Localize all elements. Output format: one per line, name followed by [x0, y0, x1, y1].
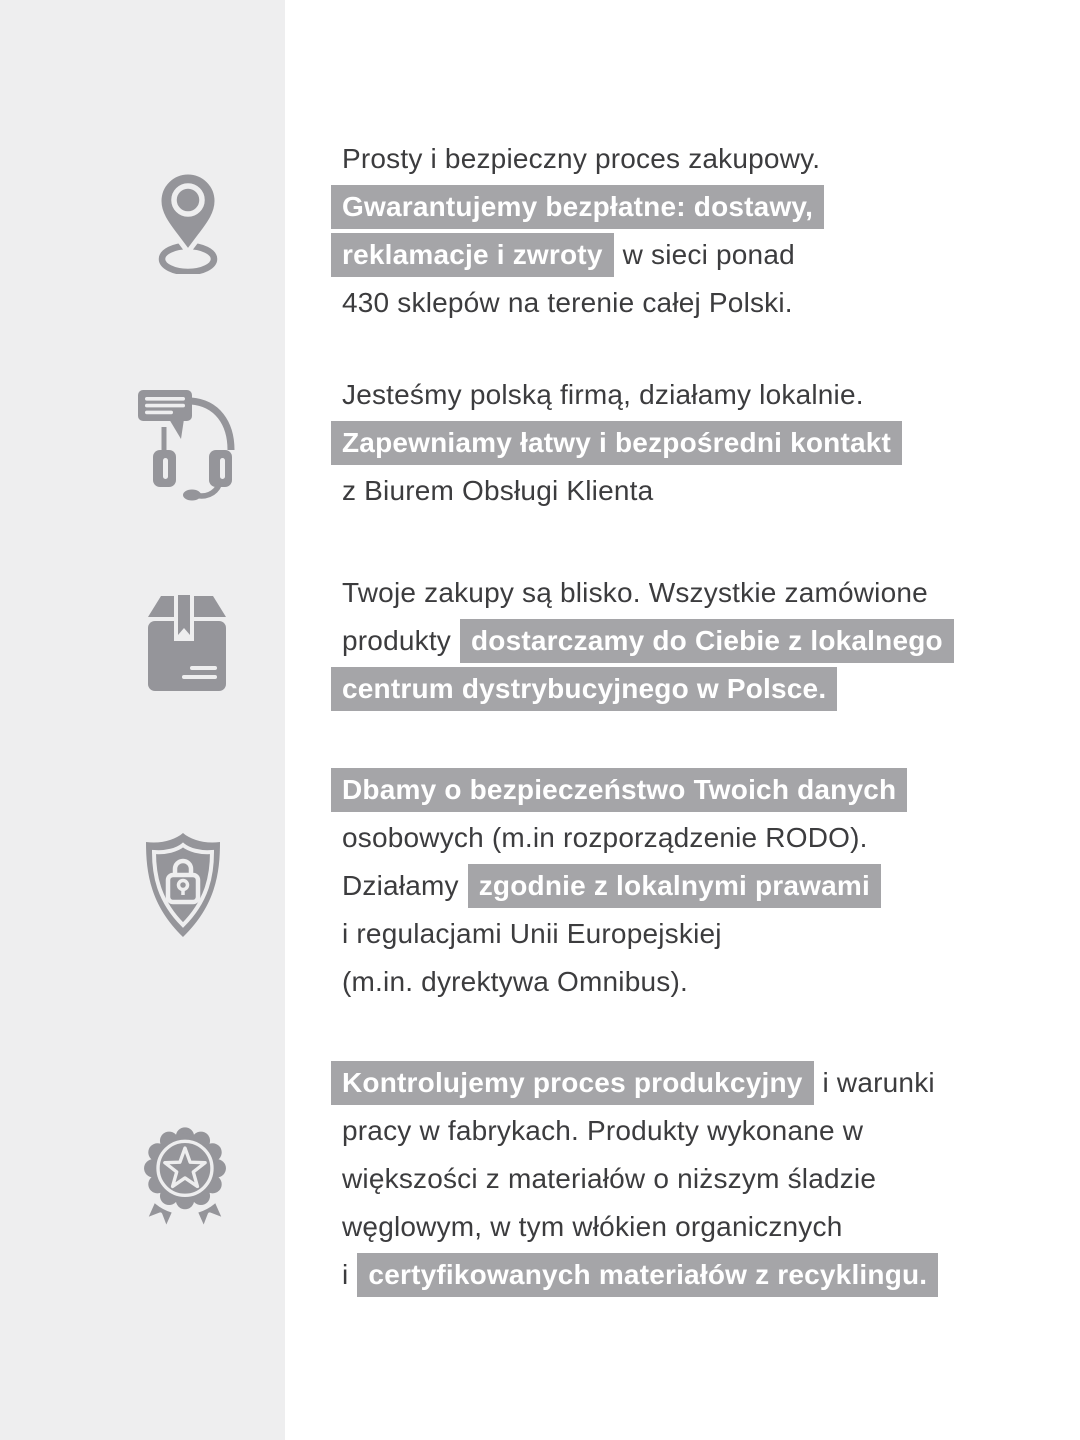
section-free-delivery [331, 135, 1051, 327]
location-pin-icon [156, 170, 220, 274]
text-line [331, 1059, 1051, 1107]
award-badge-icon [132, 1122, 238, 1231]
package-box-icon [148, 595, 226, 691]
text-segment: (m.in. dyrektywa Omnibus). [342, 966, 688, 997]
section-production-control [331, 1059, 1051, 1299]
text-line [331, 135, 1051, 183]
text-line [331, 1155, 1051, 1203]
section-local-distribution [331, 569, 1051, 713]
text-line [331, 766, 1051, 814]
text-segment: Jesteśmy polską firmą, działamy lokalnie. [342, 379, 864, 410]
text-line [331, 1107, 1051, 1155]
text-segment: pracy w fabrykach. Produkty wykonane w [342, 1115, 864, 1146]
highlighted-text: certyfikowanych materiałów z recyklingu. [357, 1253, 938, 1297]
text-segment: większości z materiałów o niższym śladzie [342, 1163, 877, 1194]
text-segment: z Biurem Obsługi Klienta [342, 475, 654, 506]
text-line [331, 958, 1051, 1006]
text-segment: i [342, 1259, 349, 1290]
text-segment: węglowym, w tym włókien organicznych [342, 1211, 843, 1242]
text-segment: Twoje zakupy są blisko. Wszystkie zamówione [342, 577, 928, 608]
text-line [331, 569, 1051, 617]
text-line [331, 231, 1051, 279]
text-segment: Prosty i bezpieczny proces zakupowy. [342, 143, 821, 174]
highlighted-text: centrum dystrybucyjnego w Polsce. [331, 667, 837, 711]
text-line [331, 910, 1051, 958]
shield-lock-icon [135, 830, 231, 940]
text-segment: 430 sklepów na terenie całej Polski. [342, 287, 793, 318]
text-line [331, 419, 1051, 467]
text-line [331, 814, 1051, 862]
section-customer-service [331, 371, 1051, 515]
text-line [331, 1251, 1051, 1299]
highlighted-text: Kontrolujemy proces produkcyjny [331, 1061, 814, 1105]
text-segment: produkty [342, 625, 451, 656]
headset-chat-icon [137, 389, 237, 501]
highlighted-text: dostarczamy do Ciebie z lokalnego [460, 619, 954, 663]
highlighted-text: Gwarantujemy bezpłatne: dostawy, [331, 185, 824, 229]
highlighted-text: Zapewniamy łatwy i bezpośredni kontakt [331, 421, 902, 465]
text-segment: w sieci ponad [622, 239, 795, 270]
text-segment: Działamy [342, 870, 459, 901]
text-line [331, 862, 1051, 910]
text-line [331, 665, 1051, 713]
text-segment: i warunki [822, 1067, 935, 1098]
text-line [331, 467, 1051, 515]
highlighted-text: Dbamy o bezpieczeństwo Twoich danych [331, 768, 907, 812]
highlighted-text: reklamacje i zwroty [331, 233, 614, 277]
sidebar [0, 0, 285, 1440]
text-segment: osobowych (m.in rozporządzenie RODO). [342, 822, 868, 853]
section-data-security [331, 766, 1051, 1006]
text-line [331, 1203, 1051, 1251]
text-segment: i regulacjami Unii Europejskiej [342, 918, 722, 949]
text-line [331, 183, 1051, 231]
highlighted-text: zgodnie z lokalnymi prawami [468, 864, 881, 908]
text-line [331, 617, 1051, 665]
text-line [331, 279, 1051, 327]
text-line [331, 371, 1051, 419]
